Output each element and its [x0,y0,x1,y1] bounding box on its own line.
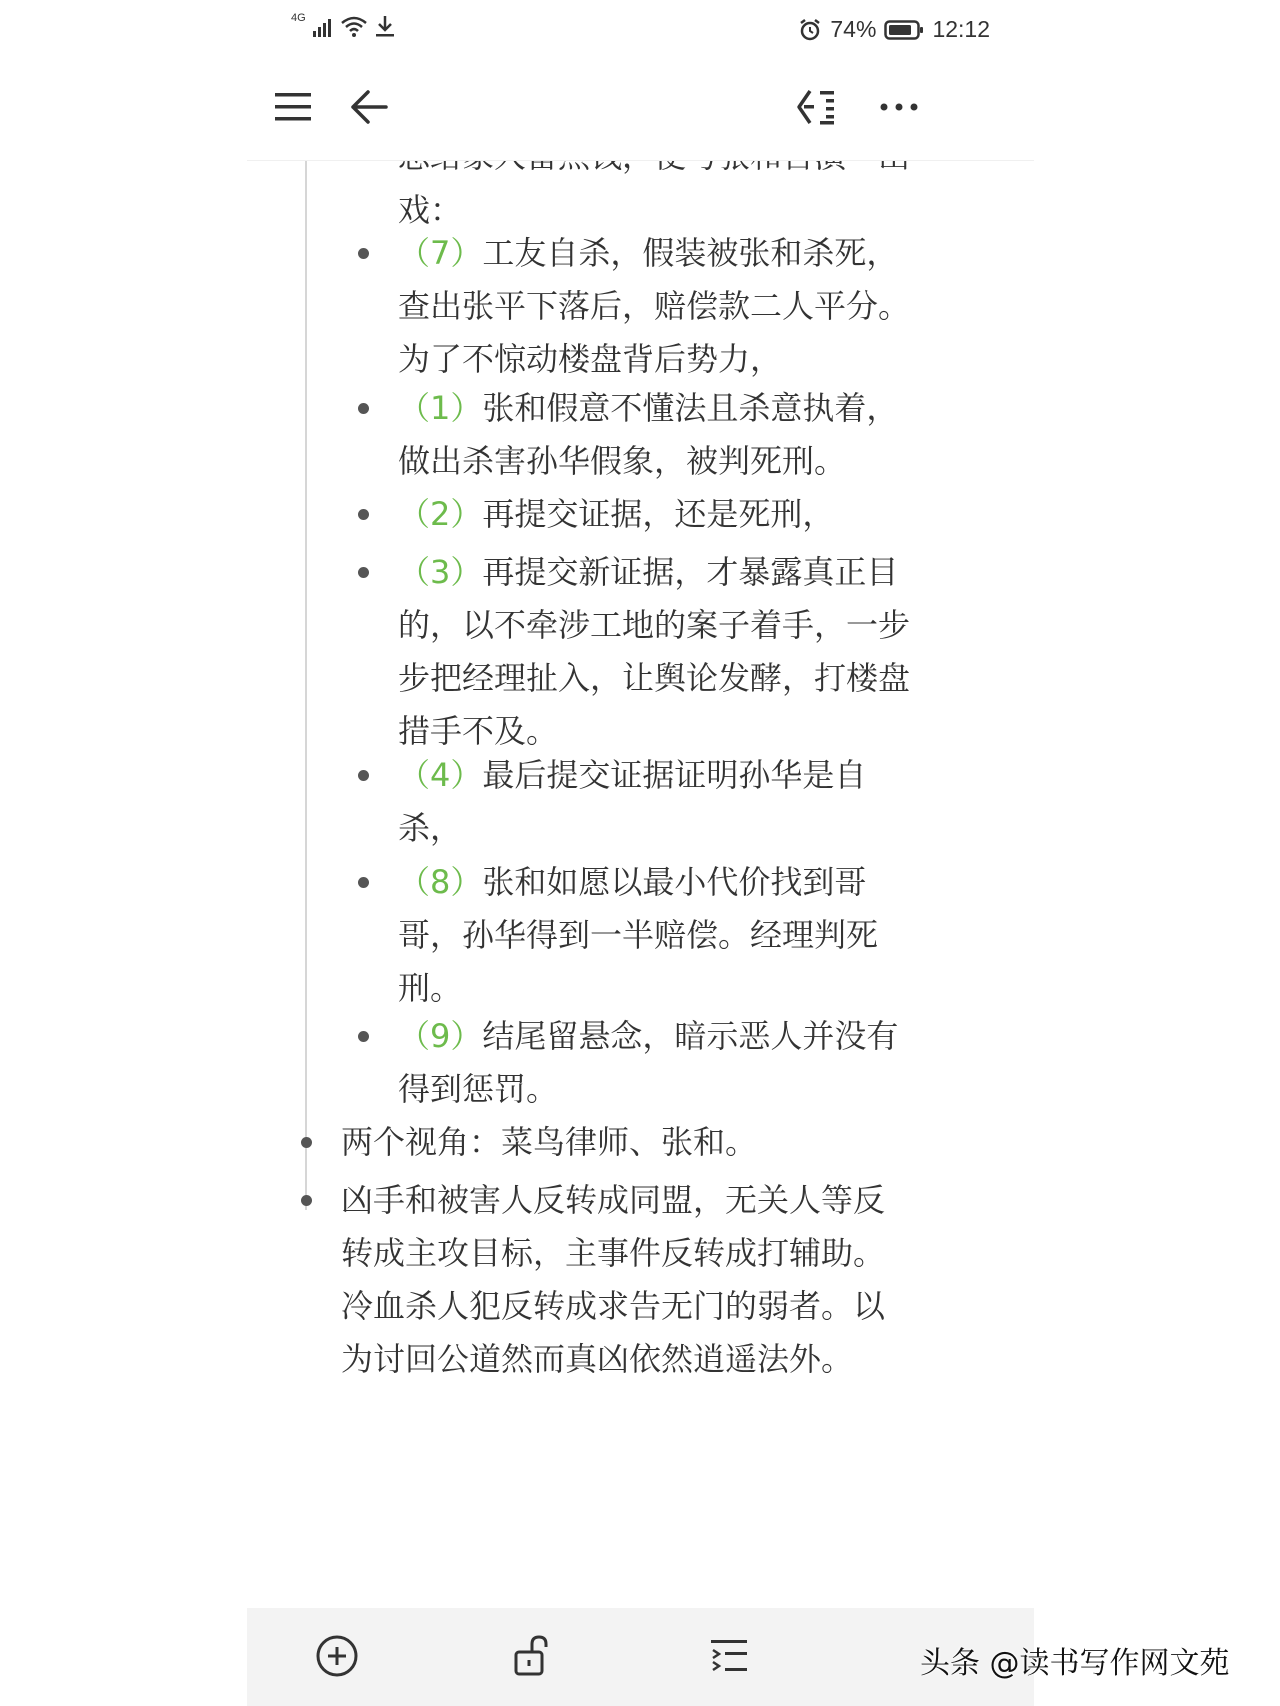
item-number: （7） [398,234,483,272]
item-line: 刑。 [398,969,463,1007]
network-type: 4G [291,12,306,24]
item-line: 冷血杀人犯反转成求告无门的弱者。以 [341,1287,886,1325]
list-item[interactable] [398,1010,998,1116]
app-bar [247,62,1034,161]
item-line: 凶手和被害人反转成同盟，无关人等反 [341,1181,886,1219]
bottom-toolbar [247,1608,1034,1706]
item-line: 做出杀害孙华假象，被判死刑。 [398,442,847,480]
item-number: （8） [398,863,483,901]
item-line: 转成主攻目标，主事件反转成打辅助。 [341,1234,886,1272]
signal-icon [312,16,334,38]
item-text: 最后提交证据证明孙华是自 [482,756,867,794]
battery-percent: 74% [830,16,877,42]
status-bar [247,0,1034,60]
item-line [398,488,998,541]
bullet-icon [358,1031,369,1042]
list-item[interactable] [398,488,998,541]
list-item[interactable] [398,856,998,1015]
item-number: （4） [398,756,483,794]
indent-icon [709,1636,749,1676]
item-number: （3） [398,553,483,591]
item-text: 张和如愿以最小代价找到哥 [482,863,867,901]
menu-icon [274,90,312,124]
item-text: 结尾留悬念，暗示恶人并没有 [482,1017,899,1055]
outline-button[interactable] [785,74,845,140]
item-line [398,1010,998,1063]
item-line: 为了不惊动楼盘背后势力， [398,340,783,378]
add-circle-icon [315,1634,359,1678]
battery-icon [884,19,924,41]
download-icon [374,14,396,38]
document-content [247,160,1034,1510]
bullet-icon [358,770,369,781]
item-line: 查出张平下落后，赔偿款二人平分。 [398,287,911,325]
list-item[interactable] [398,227,998,386]
bullet-icon [301,1137,312,1148]
add-button[interactable] [307,1626,367,1686]
list-item[interactable] [398,749,998,855]
alarm-icon [798,18,822,42]
lock-button[interactable] [503,1626,563,1686]
back-arrow-icon [349,89,389,125]
item-line: 哥，孙华得到一半赔偿。经理判死 [398,916,879,954]
item-line [398,227,998,280]
item-line: 措手不及。 [398,712,559,750]
item-text: 再提交新证据，才暴露真正目 [482,553,899,591]
item-text: 张和假意不懂法且杀意执着， [482,389,899,427]
item-line [398,382,998,435]
item-line [398,749,998,802]
item-number: （1） [398,389,483,427]
status-left [291,14,396,38]
outline-toggle-icon [794,87,836,127]
menu-button[interactable] [263,74,323,140]
item-number: （9） [398,1017,483,1055]
bullet-icon [358,877,369,888]
bullet-icon [301,1195,312,1206]
item-line: 为讨回公道然而真凶依然逍遥法外。 [341,1340,854,1378]
list-item[interactable] [341,1174,1001,1386]
list-item[interactable] [398,546,998,758]
intro-tail: 戏： [398,191,463,229]
bullet-icon [358,403,369,414]
wifi-icon [340,14,368,38]
outline-guide-line [305,160,307,1210]
more-icon [879,102,919,112]
more-button[interactable] [869,74,929,140]
item-line: 得到惩罚。 [398,1070,559,1108]
list-item[interactable] [398,382,998,488]
bullet-icon [358,248,369,259]
item-number: （2） [398,495,483,533]
unlock-icon [512,1634,554,1678]
phone-screen [247,0,1034,1706]
status-right [798,16,990,43]
item-line: 步把经理扯入，让舆论发酵，打楼盘 [398,659,911,697]
item-text: 再提交证据，还是死刑， [482,495,835,533]
item-line: 两个视角：菜鸟律师、张和。 [341,1123,758,1161]
bullet-icon [358,509,369,520]
back-button[interactable] [339,74,399,140]
item-line: 杀， [398,809,463,847]
bullet-icon [358,567,369,578]
item-line [398,856,998,909]
watermark: 头条 @读书写作网文苑 [920,1646,1230,1681]
list-item[interactable] [341,1116,1001,1169]
clock: 12:12 [932,16,990,42]
item-line [398,546,998,599]
item-text: 工友自杀，假装被张和杀死， [482,234,899,272]
indent-button[interactable] [699,1626,759,1686]
item-line: 的，以不牵涉工地的案子着手，一步 [398,606,911,644]
